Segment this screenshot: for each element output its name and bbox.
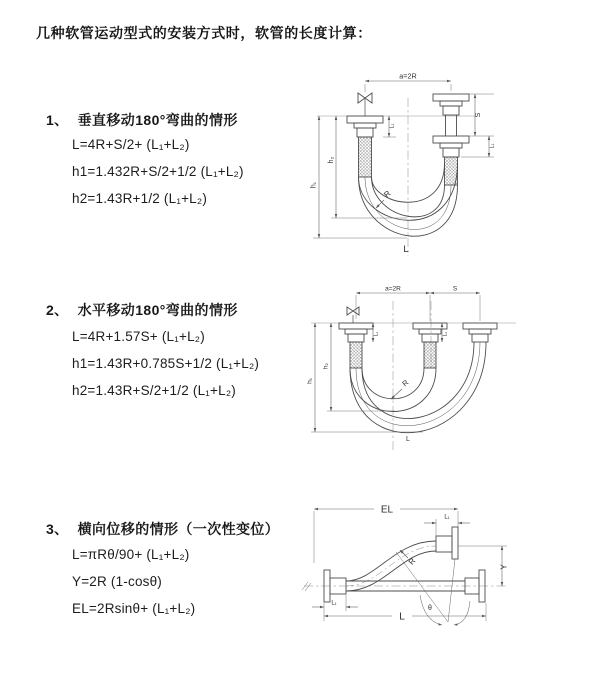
diagram-lateral-displacement <box>300 497 600 655</box>
length-label: L <box>406 436 410 443</box>
dimension-s <box>469 94 494 136</box>
section-2-formula-h2: h2=1.43R+S/2+1/2 (L₁+L₂) <box>72 383 236 398</box>
dim-label-l1: L₁ <box>489 143 496 149</box>
dimension-el <box>314 504 458 567</box>
section-2-title: 水平移动180°弯曲的情形 <box>77 302 238 318</box>
dimension-l1-pipe1 <box>373 323 380 342</box>
flange-assembly-3 <box>463 323 497 342</box>
section-3-formula-EL: EL=2Rsinθ+ (L₁+L₂) <box>72 601 196 616</box>
section-3-formula-Y: Y=2R (1-cosθ) <box>72 574 163 589</box>
upper-flange <box>436 527 458 559</box>
dimension-l <box>324 600 486 623</box>
dim-label-l1: L₁ <box>444 514 450 521</box>
section-1-formula-L: L=4R+S/2+ (L₁+L₂) <box>72 137 190 152</box>
dim-label-l: L <box>399 611 405 623</box>
valve-icon <box>347 307 359 323</box>
dim-label-h2: h₂ <box>328 156 335 164</box>
angle-construction <box>396 552 470 625</box>
dim-label-h1: h₁ <box>310 181 318 189</box>
dim-label-l1: L₁ <box>389 123 396 129</box>
length-label: L <box>403 244 409 255</box>
dim-label-l1: L₁ <box>331 600 337 607</box>
dim-label-l1: L₁ <box>373 331 380 337</box>
section-1-formula-h2: h2=1.43R+1/2 (L₁+L₂) <box>72 191 208 206</box>
dimension-s <box>430 286 480 322</box>
section-3-formula-L: L=πRθ/90+ (L₁+L₂) <box>72 547 190 562</box>
dimension-l1-pipe2 <box>442 323 449 342</box>
dimension-y <box>458 546 509 586</box>
dimension-l1-bottom <box>312 595 358 611</box>
centerlines <box>311 301 516 451</box>
s-curve-hose <box>346 541 436 591</box>
diagram-horizontal-180-bend <box>303 281 598 463</box>
section-3-heading <box>46 519 279 539</box>
left-flange-assembly <box>347 116 383 177</box>
centerlines <box>302 546 508 591</box>
flange-assembly-1 <box>339 323 373 368</box>
dim-label-y: Y <box>499 564 509 570</box>
radius-label: R <box>400 377 411 389</box>
dimension-l1-top <box>424 515 470 537</box>
hose-u-bends <box>350 342 486 433</box>
radius-label: R <box>382 188 393 200</box>
right-flange-assembly <box>433 94 469 185</box>
dim-label-a2r: a=2R <box>385 285 401 293</box>
radius-label: R <box>406 556 418 567</box>
dim-label-el: EL <box>380 504 394 516</box>
dim-label-l1: L₁ <box>442 331 449 337</box>
theta-label: θ <box>428 605 432 612</box>
dim-label-s: S <box>475 112 482 118</box>
section-2-number: 2、 <box>46 302 69 318</box>
section-3-number: 3、 <box>46 521 69 537</box>
section-1-heading <box>46 110 238 130</box>
dimension-l1-left <box>383 116 396 137</box>
dimension-a2r <box>365 72 451 93</box>
dim-label-h1: h₁ <box>306 378 314 384</box>
page-title: 几种软管运动型式的安装方式时，软管的长度计算： <box>36 25 372 41</box>
section-3-title: 横向位移的情形（一次性变位） <box>77 521 280 537</box>
diagram-vertical-180-bend <box>303 68 595 266</box>
valve-icon <box>358 93 372 116</box>
section-2-formula-L: L=4R+1.57S+ (L₁+L₂) <box>72 329 205 344</box>
section-2-formula-h1: h1=1.43R+0.785S+1/2 (L₁+L₂) <box>72 356 260 371</box>
section-2-heading <box>46 300 238 320</box>
dim-label-s: S <box>452 285 458 293</box>
dim-label-a2r: a=2R <box>399 71 417 81</box>
dim-label-h2: h₂ <box>322 362 330 370</box>
section-1-formula-h1: h1=1.432R+S/2+1/2 (L₁+L₂) <box>72 164 244 179</box>
section-1-title: 垂直移动180°弯曲的情形 <box>77 112 238 128</box>
dimension-l1-right <box>461 136 496 157</box>
section-1-number: 1、 <box>46 112 69 128</box>
dimension-h1 <box>307 323 424 432</box>
